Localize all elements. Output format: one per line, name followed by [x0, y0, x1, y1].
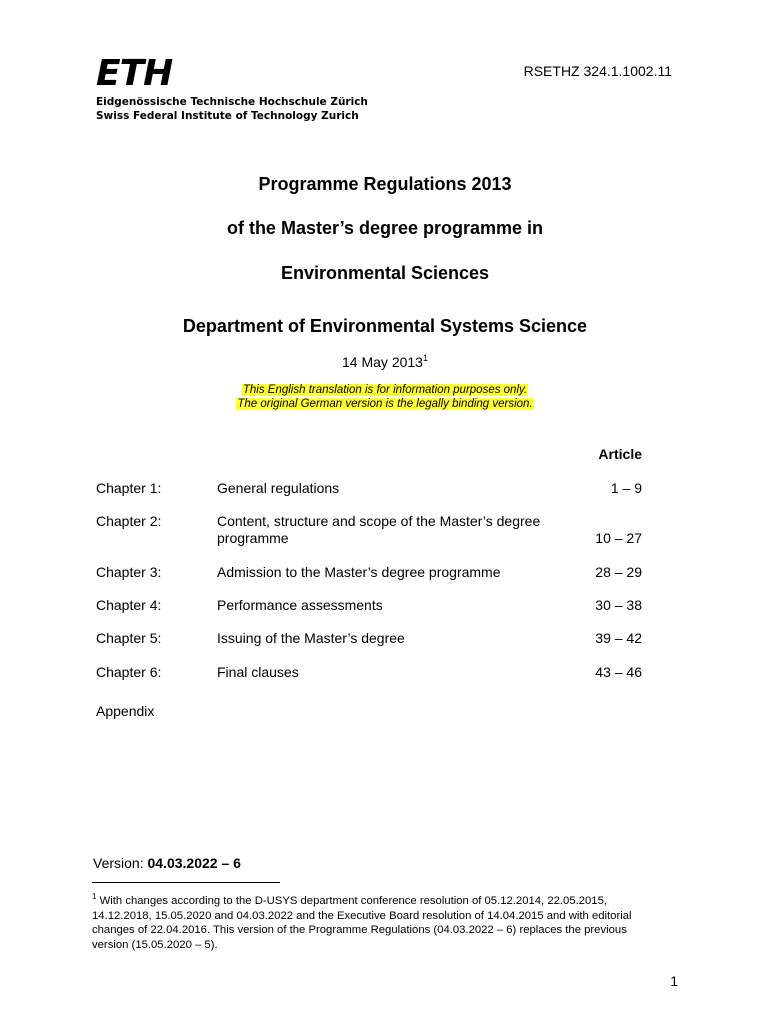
toc-chapter: Chapter 6: — [96, 664, 162, 680]
title-line-3: Environmental Sciences — [280, 263, 490, 283]
toc-chapter: Chapter 3: — [96, 564, 162, 580]
date-footnote-mark: 1 — [422, 353, 428, 363]
toc-articles: 30 – 38 — [595, 597, 642, 613]
toc-title: Admission to the Master’s degree programme — [217, 564, 501, 580]
page-number: 1 — [670, 973, 678, 989]
department-name: Department of Environmental Systems Science — [182, 316, 588, 336]
notice-text-1: This English translation is for information purposes only. — [242, 384, 528, 396]
title-line-1: Programme Regulations 2013 — [258, 174, 512, 194]
translation-notice-line-1 — [0, 384, 770, 396]
eth-logo: ETH — [96, 53, 173, 94]
toc-chapter: Chapter 1: — [96, 480, 162, 496]
version-label: Version: — [93, 855, 144, 871]
toc-title: Performance assessments — [217, 597, 383, 613]
toc-title: General regulations — [217, 480, 340, 496]
institution-name-english: Swiss Federal Institute of Technology Zurich — [96, 110, 359, 122]
toc-articles: 10 – 27 — [595, 530, 642, 546]
document-reference: RSETHZ 324.1.1002.11 — [523, 63, 672, 79]
institution-name-german: Eidgenössische Technische Hochschule Zürich — [96, 96, 368, 108]
title-line-2: of the Master’s degree programme in — [226, 218, 544, 238]
footnote-mark: 1 — [92, 892, 97, 901]
version-line — [93, 855, 241, 871]
footnote-divider — [92, 882, 280, 883]
translation-notice-line-2 — [0, 398, 770, 410]
toc-chapter: Chapter 2: — [96, 513, 162, 529]
footnote-text: With changes according to the D-USYS department conference resolution of 05.12.2014, 22.05.2015, 14.12.2018, 15.05.2020 and 04.03.2022 and the Executive Board resolution of 14.04.2015 and with editorial changes of 22.04.2016. This version of the Programme Regulations (04.03.2022 – 6) replaces the previous version (15.05.2020 – 5). — [92, 895, 632, 951]
date-text: 14 May 2013 — [342, 354, 423, 370]
document-date — [0, 353, 770, 370]
toc-chapter: Chapter 4: — [96, 597, 162, 613]
toc-title: Content, structure and scope of the Master’s degree programme — [217, 513, 541, 546]
toc-title: Issuing of the Master’s degree — [217, 630, 405, 646]
article-column-heading: Article — [598, 446, 642, 462]
toc-articles: 1 – 9 — [610, 480, 642, 496]
footnote — [92, 890, 652, 952]
toc-articles: 43 – 46 — [595, 664, 642, 680]
toc-appendix: Appendix — [96, 703, 155, 719]
toc-title: Final clauses — [217, 664, 299, 680]
toc-articles: 28 – 29 — [595, 564, 642, 580]
version-value: 04.03.2022 – 6 — [147, 855, 241, 871]
toc-articles: 39 – 42 — [595, 630, 642, 646]
notice-text-2: The original German version is the legally binding version. — [237, 398, 533, 410]
toc-chapter: Chapter 5: — [96, 630, 162, 646]
